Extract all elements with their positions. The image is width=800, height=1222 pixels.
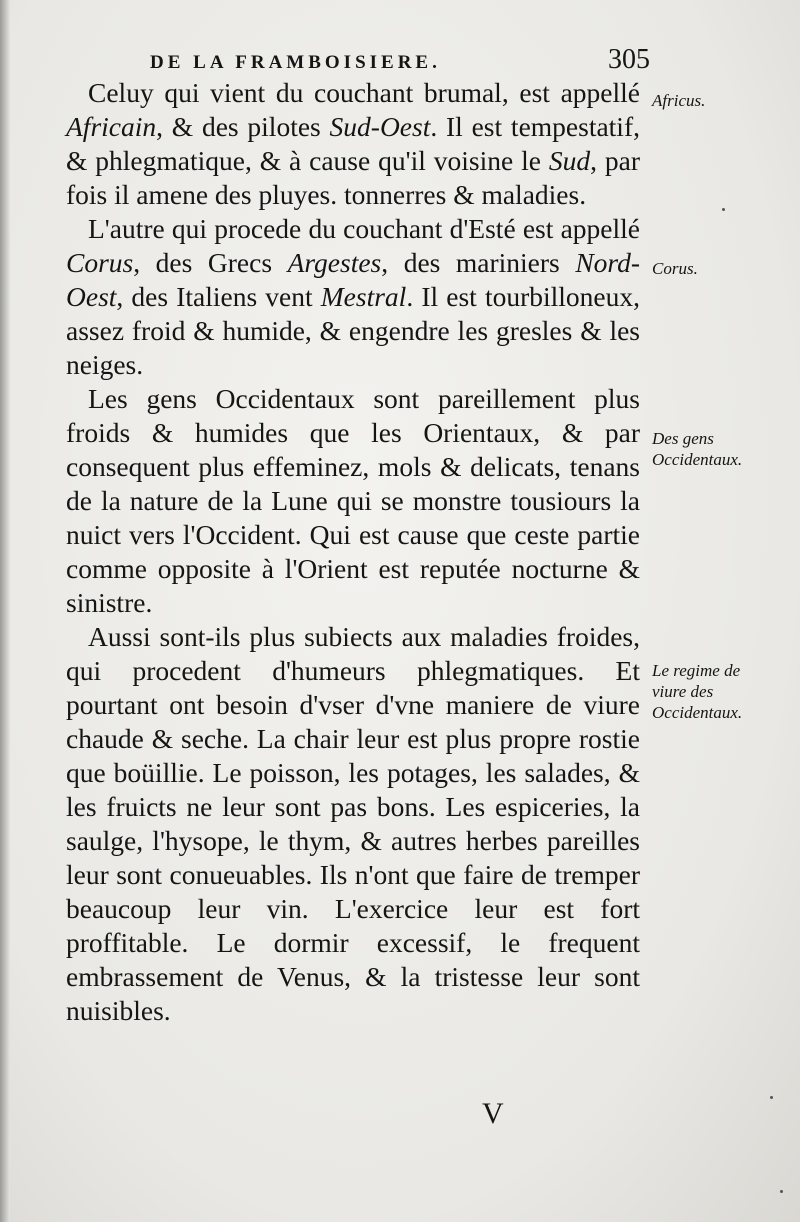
- page-number: 305: [608, 44, 650, 75]
- text-run: . Il est tourbilloneux, assez froid & humide, & engendre les gresles & les neiges.: [66, 281, 640, 380]
- italic-term: Mestral: [320, 281, 407, 312]
- italic-term: Africain: [66, 111, 157, 142]
- italic-term: Argestes: [287, 247, 382, 278]
- marginal-note-corus: Corus.: [652, 259, 698, 278]
- marginal-note-africus: Africus.: [652, 91, 706, 110]
- paragraph-africus: [66, 76, 640, 212]
- page-gutter-shadow: [0, 0, 10, 1222]
- paragraph-regime: Aussi sont-ils plus subiects aux maladies froides, qui procedent d'humeurs phlegmatiques. Et pourtant ont besoin d'vser d'vne maniere de viure chaude & seche. La chair leur est plus propre rostie que boüillie. Le poisson, les potages, les salades, & les fruicts ne leur sont pas bons. Les espiceries, la saulge, l'hysope, le thym, & autres herbes pareilles leur sont conueuables. Ils n'ont que faire de tremper beaucoup leur vin. L'exercice leur est fort proffitable. Le dormir excessif, le frequent embrassement de Venus, & la tristesse leur sont nuisibles.: [66, 621, 640, 1026]
- running-head: DE LA FRAMBOISIERE.: [150, 52, 441, 73]
- italic-term: Corus: [66, 247, 134, 278]
- paragraph-occidentaux: Les gens Occidentaux sont pareillement plus froids & humides que les Orientaux, & par consequent plus effeminez, mols & delicats, tenans de la nature de la Lune qui se monstre tousiours la nuict vers l'Occident. Qui est cause que ceste partie comme opposite à l'Orient est reputée nocturne & sinistre.: [66, 383, 640, 618]
- text-run: , & des pilotes: [156, 111, 330, 142]
- italic-term: Sud-Oest: [329, 111, 431, 142]
- text-run: L'autre qui procede du couchant d'Esté est appellé: [88, 213, 640, 244]
- text-run: , des Grecs: [133, 247, 288, 278]
- text-run: Celuy qui vient du couchant brumal, est appellé: [88, 77, 640, 108]
- paragraph-corus: [66, 212, 640, 382]
- page-header: [150, 44, 650, 78]
- signature-mark: V: [482, 1097, 504, 1130]
- italic-term: Sud: [548, 145, 591, 176]
- main-text-block: [66, 76, 640, 1028]
- paper-speck: [722, 208, 725, 211]
- paper-speck: [780, 1190, 783, 1193]
- marginal-note-regime: Le regime de viure des Occidentaux.: [652, 661, 743, 722]
- italic-term: Nord-Oest: [66, 247, 640, 312]
- text-run: , par fois il amene des pluyes. tonnerres & maladies.: [66, 145, 640, 210]
- marginal-note-occidentaux: Des gens Occidentaux.: [652, 429, 743, 469]
- text-run: , des mariniers: [381, 247, 576, 278]
- text-run: , des Italiens vent: [116, 281, 321, 312]
- paper-speck: [770, 1096, 773, 1099]
- text-run: . Il est tempestatif, & phlegmatique, & à cause qu'il voisine le: [66, 111, 640, 176]
